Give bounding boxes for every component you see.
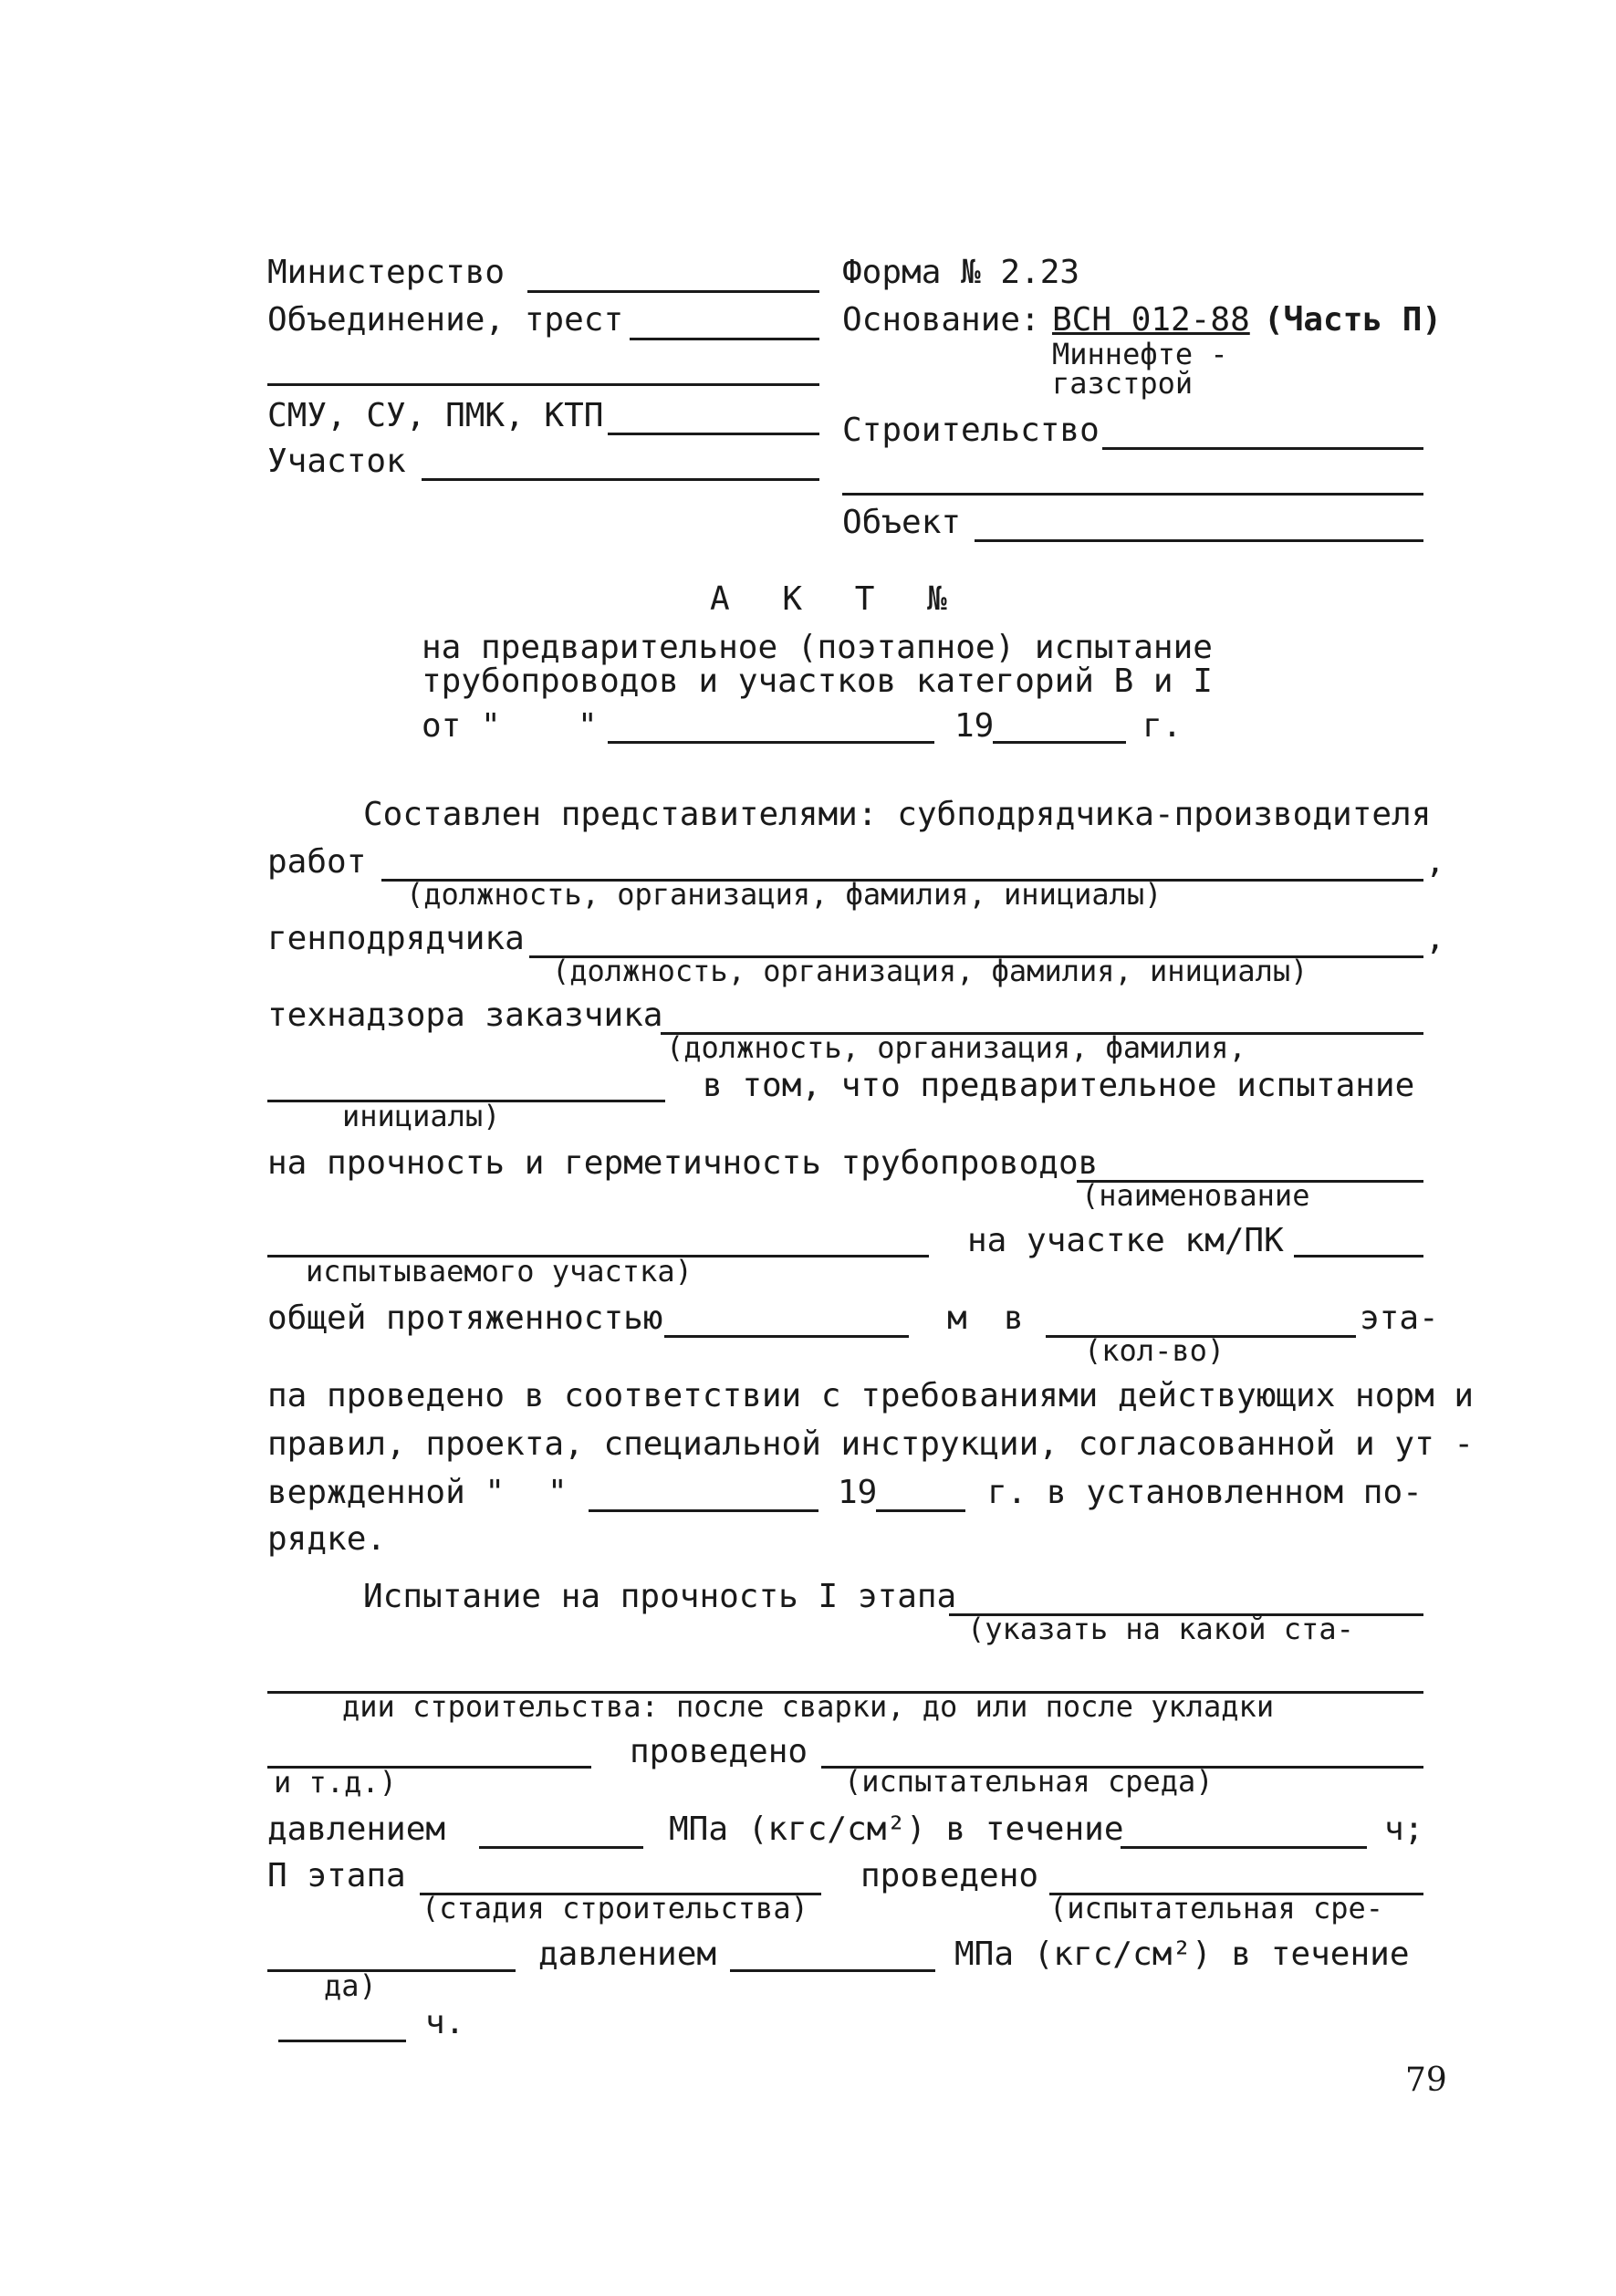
caption-stage-text: дии строительства: после сварки, до или после укладки (342, 1689, 1275, 1724)
approval-date-field[interactable] (589, 1509, 818, 1512)
association-label: Объединение, трест (267, 301, 624, 339)
compiled-by-text: Составлен представителями: субподрядчика-производителя (363, 796, 1432, 833)
km-pk-field[interactable] (1294, 1255, 1423, 1258)
conducted-label-2: проведено (860, 1857, 1039, 1894)
conducted-label-1: проведено (630, 1733, 808, 1770)
units-field[interactable] (608, 433, 819, 435)
paragraph-line-2: правил, проекта, специальной инструкции, согласованной и ут - (267, 1425, 1475, 1463)
stage1-pressure-field[interactable] (479, 1846, 643, 1849)
paragraph-line-1: па проведено в соответствии с требованиями действующих норм и (267, 1377, 1475, 1414)
object-label: Объект (842, 504, 962, 541)
year-field[interactable] (993, 741, 1126, 744)
paragraph-line-4: рядке. (267, 1520, 387, 1558)
caption-medium-1: (испытательная среда) (844, 1764, 1214, 1799)
m-label: м (947, 1299, 967, 1337)
form-number: Форма № 2.23 (842, 254, 1080, 291)
on-section-text: на участке км/ПК (967, 1222, 1284, 1259)
date-quote: " (578, 707, 598, 745)
page-number: 79 (1405, 2061, 1447, 2099)
date-month-field[interactable] (608, 741, 934, 744)
title-line-1: на предварительное (поэтапное) испытание (422, 629, 1213, 666)
general-contractor-label: генподрядчика (267, 920, 525, 957)
caption-count: (кол-во) (1084, 1333, 1225, 1368)
strength-test-stage1: Испытание на прочность I этапа (363, 1578, 957, 1615)
stage2-medium-field-2[interactable] (267, 1969, 516, 1972)
pressure-label-2: давлением (538, 1936, 717, 1973)
caption-specify: (указать на какой ста- (967, 1612, 1354, 1646)
stage2-label: П этапа (267, 1857, 406, 1894)
total-length-field[interactable] (664, 1335, 909, 1338)
year-prefix: 19 (954, 707, 995, 745)
paragraph-line-3-end: г. в установленном по- (987, 1474, 1423, 1511)
caption-construction-stage: (стадия строительства) (422, 1891, 808, 1926)
year-suffix: г. (1142, 707, 1183, 745)
basis-ministry-line2: газстрой (1052, 366, 1194, 401)
act-title: А К Т № (710, 580, 964, 618)
title-line-2: трубопроводов и участков категорий В и I (422, 663, 1213, 700)
caption-medium-2a: (испытательная сре- (1049, 1891, 1384, 1926)
comma-1: , (1425, 843, 1445, 881)
approval-year-prefix: 19 (838, 1474, 878, 1511)
total-length-label: общей протяженностью (267, 1299, 663, 1337)
caption-position-3: (должность, организация, фамилия, (666, 1030, 1246, 1065)
basis-ministry-line1: Миннефте - (1052, 337, 1228, 371)
caption-position-1: (должность, организация, фамилия, инициалы) (406, 877, 1162, 912)
hours-label-1: ч; (1384, 1811, 1424, 1848)
construction-field-2[interactable] (842, 493, 1423, 496)
caption-name: (наименование (1081, 1178, 1310, 1213)
units-label: СМУ, СУ, ПМК, КТП (267, 397, 604, 434)
mpa-text-2: МПа (кгс/см²) в течение (954, 1936, 1410, 1973)
date-from-label: от " (422, 707, 501, 745)
comma-2: , (1425, 920, 1445, 957)
paragraph-line-3-quote: " (547, 1474, 568, 1511)
association-field-2[interactable] (267, 383, 819, 386)
section-field[interactable] (422, 478, 819, 481)
ministry-field[interactable] (527, 290, 819, 293)
association-field[interactable] (630, 338, 819, 340)
basis-label: Основание: (842, 301, 1040, 339)
approval-year-field[interactable] (876, 1509, 965, 1512)
that-text: в том, что предварительное испытание (703, 1067, 1415, 1104)
hours-label-2: ч. (425, 2004, 465, 2041)
construction-label: Строительство (842, 412, 1100, 449)
construction-field[interactable] (1102, 447, 1423, 450)
ministry-label: Министерство (267, 254, 506, 291)
caption-etc: и т.д.) (274, 1765, 397, 1800)
object-field[interactable] (975, 539, 1423, 542)
paragraph-line-3-start: вержденной " (267, 1474, 506, 1511)
stage2-duration-field[interactable] (278, 2040, 406, 2042)
basis-doc: ВСН 012-88 (1052, 301, 1250, 339)
stage1-duration-field[interactable] (1121, 1846, 1367, 1849)
pressure-label-1: давлением (267, 1811, 446, 1848)
caption-initials: инициалы) (342, 1099, 501, 1133)
caption-position-2: (должность, организация, фамилия, инициалы) (552, 954, 1308, 988)
basis-part: (Часть П) (1264, 301, 1443, 339)
customer-supervision-label: технадзора заказчика (267, 997, 663, 1034)
caption-medium-2b: да) (324, 1968, 377, 2003)
stage-fragment: эта- (1360, 1299, 1439, 1337)
mpa-text-1: МПа (кгс/см²) в течение (669, 1811, 1124, 1848)
stage2-pressure-field[interactable] (730, 1969, 935, 1972)
caption-tested-section: испытываемого участка) (306, 1254, 693, 1289)
works-label: работ (267, 843, 367, 881)
strength-text: на прочность и герметичность трубопроводов (267, 1144, 1099, 1182)
in-label: в (1004, 1299, 1024, 1337)
section-label: Участок (267, 443, 406, 480)
